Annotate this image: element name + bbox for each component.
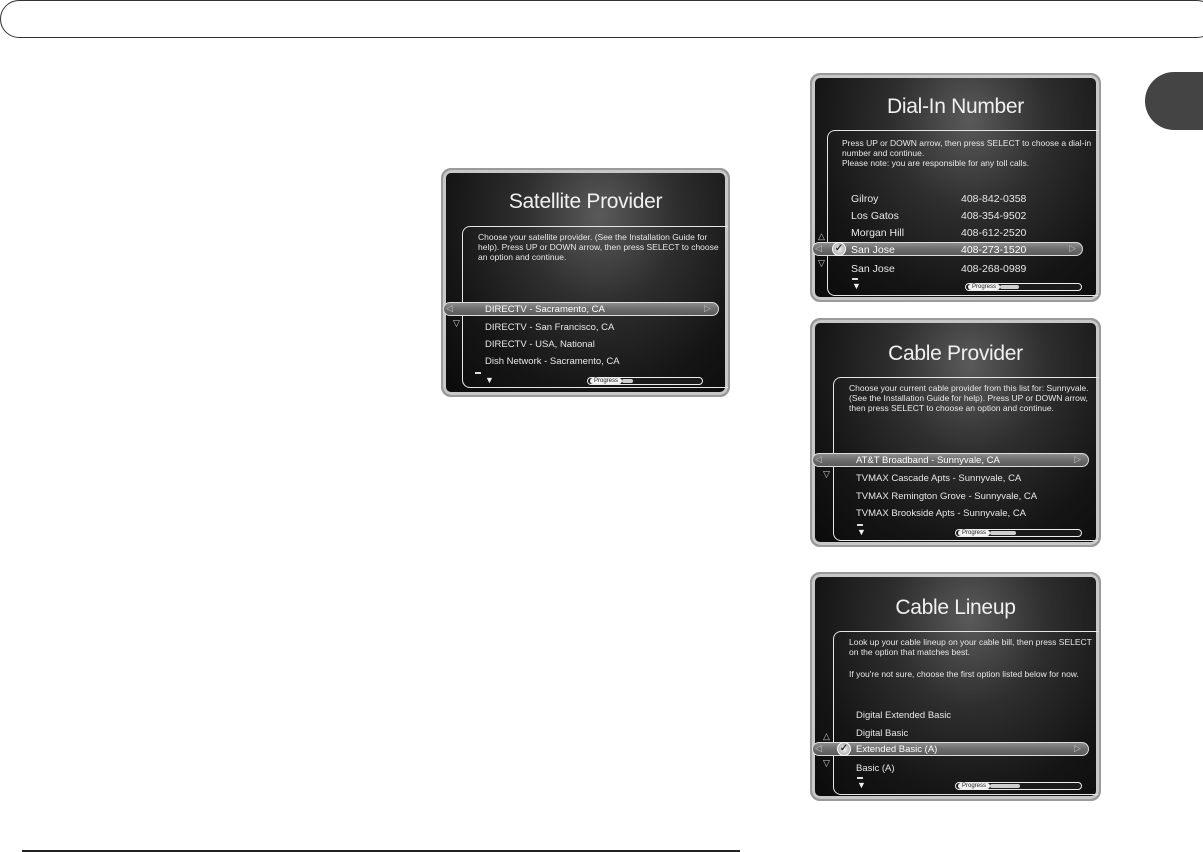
left-arrow-icon: ◁: [446, 303, 453, 313]
list-item[interactable]: DIRECTV - Sacramento, CA: [485, 304, 605, 315]
progress-bar: [587, 377, 703, 385]
phone-number: 408-268-0989: [961, 263, 1027, 275]
list-item[interactable]: TVMAX Cascade Apts - Sunnyvale, CA: [856, 473, 1022, 484]
satellite-provider-screen: [441, 168, 730, 397]
chapter-tab: [1145, 72, 1203, 130]
list-item[interactable]: Basic (A): [856, 763, 895, 774]
screen-note: If you're not sure, choose the first option listed below for now.: [849, 669, 1079, 679]
scroll-down-arrow-icon: ▽: [823, 469, 830, 479]
progress-fill: [990, 784, 1020, 788]
cable-lineup-screen: [810, 572, 1101, 801]
page-header-bar: [0, 0, 1203, 38]
right-arrow-icon: ▷: [1069, 243, 1076, 253]
progress-label: Progress: [958, 783, 990, 789]
selected-option-highlight[interactable]: [812, 742, 1089, 756]
list-item[interactable]: AT&T Broadband - Sunnyvale, CA: [856, 455, 1000, 466]
screen-title: Dial-In Number: [886, 95, 1024, 118]
more-below-icon: ▼: [857, 780, 866, 790]
scroll-indicator: [857, 777, 863, 779]
list-item[interactable]: [851, 210, 1027, 222]
list-item[interactable]: Dish Network - Sacramento, CA: [485, 356, 620, 367]
screen-title: Satellite Provider: [508, 190, 663, 213]
list-item[interactable]: Digital Basic: [856, 728, 909, 739]
selected-check-icon: ✓: [832, 242, 846, 256]
scroll-indicator: [475, 372, 481, 374]
right-arrow-icon: ▷: [1074, 743, 1081, 753]
progress-fill: [990, 531, 1016, 535]
progress-label: Progress: [968, 284, 1000, 290]
screen-description: Press UP or DOWN arrow, then press SELECT to choose a dial-in number and continue. Please note: you are responsible for any toll calls.: [842, 138, 1092, 168]
screen-title: Cable Provider: [888, 342, 1023, 365]
phone-number: 408-273-1520: [961, 244, 1027, 256]
screen-title: Cable Lineup: [895, 596, 1016, 619]
phone-number: 408-612-2520: [961, 227, 1027, 239]
list-item[interactable]: DIRECTV - USA, National: [485, 339, 595, 350]
left-arrow-icon: ◁: [815, 454, 822, 464]
scroll-indicator: [852, 278, 858, 280]
screen-description: Choose your current cable provider from this list for: Sunnyvale. (See the Installation Guide for help). Press UP or DOWN arrow, then press SELECT to choose an option and continue.: [849, 383, 1089, 413]
city-label: Los Gatos: [851, 210, 899, 222]
screen-description: Look up your cable lineup on your cable bill, then press SELECT on the option that matches best.: [849, 637, 1092, 657]
list-item[interactable]: [851, 193, 1027, 205]
list-item[interactable]: [851, 244, 1027, 256]
scroll-down-arrow-icon: ▽: [823, 758, 830, 768]
screen-description: Choose your satellite provider. (See the Installation Guide for help). Press UP or DOWN arrow, then press SELECT to choose an option and continue.: [478, 232, 719, 262]
list-item[interactable]: Digital Extended Basic: [856, 710, 952, 721]
progress-label: Progress: [958, 530, 990, 536]
city-label: Morgan Hill: [851, 227, 905, 239]
cable-provider-screen: [810, 318, 1101, 547]
city-label: San Jose: [851, 244, 895, 256]
progress-fill: [622, 379, 633, 383]
dial-in-number-screen: [810, 73, 1101, 302]
scroll-down-arrow-icon: ▽: [818, 258, 825, 268]
right-arrow-icon: ▷: [704, 303, 711, 313]
list-item[interactable]: Extended Basic (A): [856, 744, 938, 755]
more-below-icon: ▼: [852, 281, 861, 291]
left-arrow-icon: ◁: [815, 243, 822, 253]
list-item[interactable]: [851, 263, 1027, 275]
more-below-icon: ▼: [485, 375, 494, 385]
phone-number: 408-354-9502: [961, 210, 1027, 222]
selected-check-icon: ✓: [837, 742, 851, 756]
scroll-indicator: [857, 524, 863, 526]
progress-bar: [955, 782, 1082, 790]
city-label: Gilroy: [851, 193, 879, 205]
left-arrow-icon: ◁: [815, 743, 822, 753]
progress-bar: [965, 283, 1082, 291]
scroll-up-arrow-icon: △: [818, 231, 825, 241]
list-item[interactable]: TVMAX Remington Grove - Sunnyvale, CA: [856, 491, 1038, 502]
progress-fill: [1000, 285, 1019, 289]
progress-bar: [955, 529, 1082, 537]
list-item[interactable]: [851, 227, 1027, 239]
more-below-icon: ▼: [857, 527, 866, 537]
right-arrow-icon: ▷: [1074, 454, 1081, 464]
city-label: San Jose: [851, 263, 895, 275]
scroll-up-arrow-icon: △: [823, 731, 830, 741]
phone-number: 408-842-0358: [961, 193, 1027, 205]
progress-label: Progress: [590, 378, 622, 384]
list-item[interactable]: TVMAX Brookside Apts - Sunnyvale, CA: [856, 508, 1027, 519]
list-item[interactable]: DIRECTV - San Francisco, CA: [485, 322, 615, 333]
scroll-down-arrow-icon: ▽: [453, 318, 460, 328]
